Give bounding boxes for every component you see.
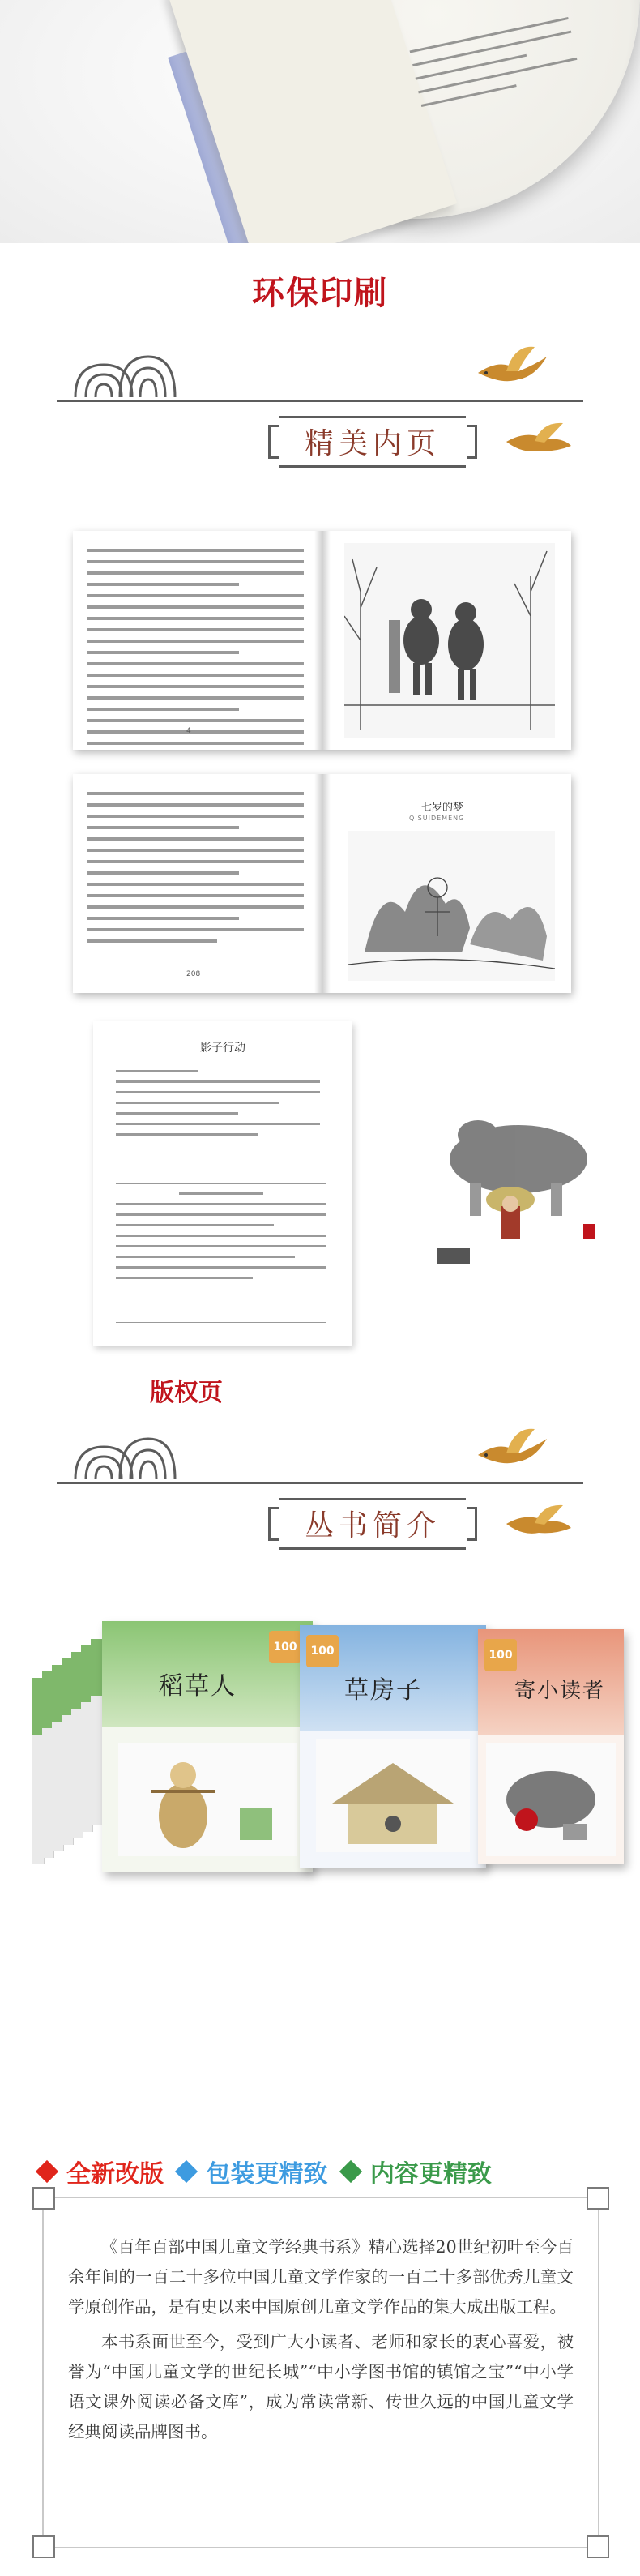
eco-print-heading: 环保印刷	[252, 275, 388, 312]
feature-tagline	[32, 2154, 616, 2189]
illustration-children-walking	[344, 543, 555, 738]
section-title-pages: 精美内页	[304, 427, 441, 460]
series-intro-box	[42, 2197, 599, 2548]
book-badge-2: 100	[306, 1635, 339, 1667]
print-quality-photo	[0, 0, 640, 243]
book-series-photo	[24, 1621, 624, 1889]
book-title-3: 寄小读者	[514, 1679, 606, 1703]
tagline-item-new-edition: 全新改版	[66, 2160, 164, 2189]
copyright-book-title: 影子行动	[200, 1042, 245, 1055]
chapter-pinyin: QISUIDEMENG	[409, 815, 465, 822]
cloud-ornament-icon	[71, 349, 177, 402]
bird-bottom-icon	[494, 1487, 575, 1552]
illustration-dream-scene	[348, 831, 555, 981]
copyright-page	[93, 1021, 352, 1346]
chapter-title: 七岁的梦	[421, 802, 464, 814]
blue-diamond-icon	[175, 2160, 198, 2183]
book-cover-1	[102, 1621, 313, 1872]
bird-bottom-icon	[494, 405, 575, 470]
book-badge-1: 100	[269, 1631, 301, 1663]
intro-paragraph-2: 本书系面世至今，受到广大小读者、老师和家长的衷心喜爱，被誉为“中国儿童文学的世纪长城”“中小学图书馆的镇馆之宝”“中小学语文课外阅读必备文库”，成为常读常新、传世久远的中国儿童文学经典阅读品牌图书。	[68, 2332, 574, 2441]
red-diamond-icon	[36, 2160, 58, 2183]
book-cover-3	[478, 1629, 624, 1864]
book-title-2: 草房子	[344, 1676, 422, 1705]
book-spread-2: 208 七岁的梦 QISUIDEMENG	[73, 774, 571, 993]
section-title-series: 丛书简介	[304, 1509, 441, 1543]
book-badge-3: 100	[484, 1639, 517, 1671]
book-spread-1: 4	[73, 531, 571, 750]
section-banner-pages	[0, 332, 640, 470]
tagline-item-packaging: 包装更精致	[206, 2160, 328, 2189]
bird-top-icon	[470, 340, 551, 405]
cloud-ornament-icon	[71, 1431, 177, 1484]
illustration-boy-and-rhino	[421, 1102, 616, 1273]
section-banner-series	[0, 1414, 640, 1552]
tagline-item-content: 内容更精致	[369, 2160, 492, 2189]
book-cover-2	[300, 1625, 486, 1868]
intro-paragraph-1: 《百年百部中国儿童文学经典书系》精心选择20世纪初叶至今百余年间的一百二十多位中国儿童文学作家的一百二十多部优秀儿童文学原创作品，是有史以来中国原创儿童文学作品的集大成出版工程。	[68, 2237, 574, 2317]
copyright-page-label: 版权页	[150, 1379, 223, 1407]
book-title-1: 稻草人	[159, 1672, 237, 1701]
bird-top-icon	[470, 1423, 551, 1487]
green-diamond-icon	[339, 2160, 362, 2183]
